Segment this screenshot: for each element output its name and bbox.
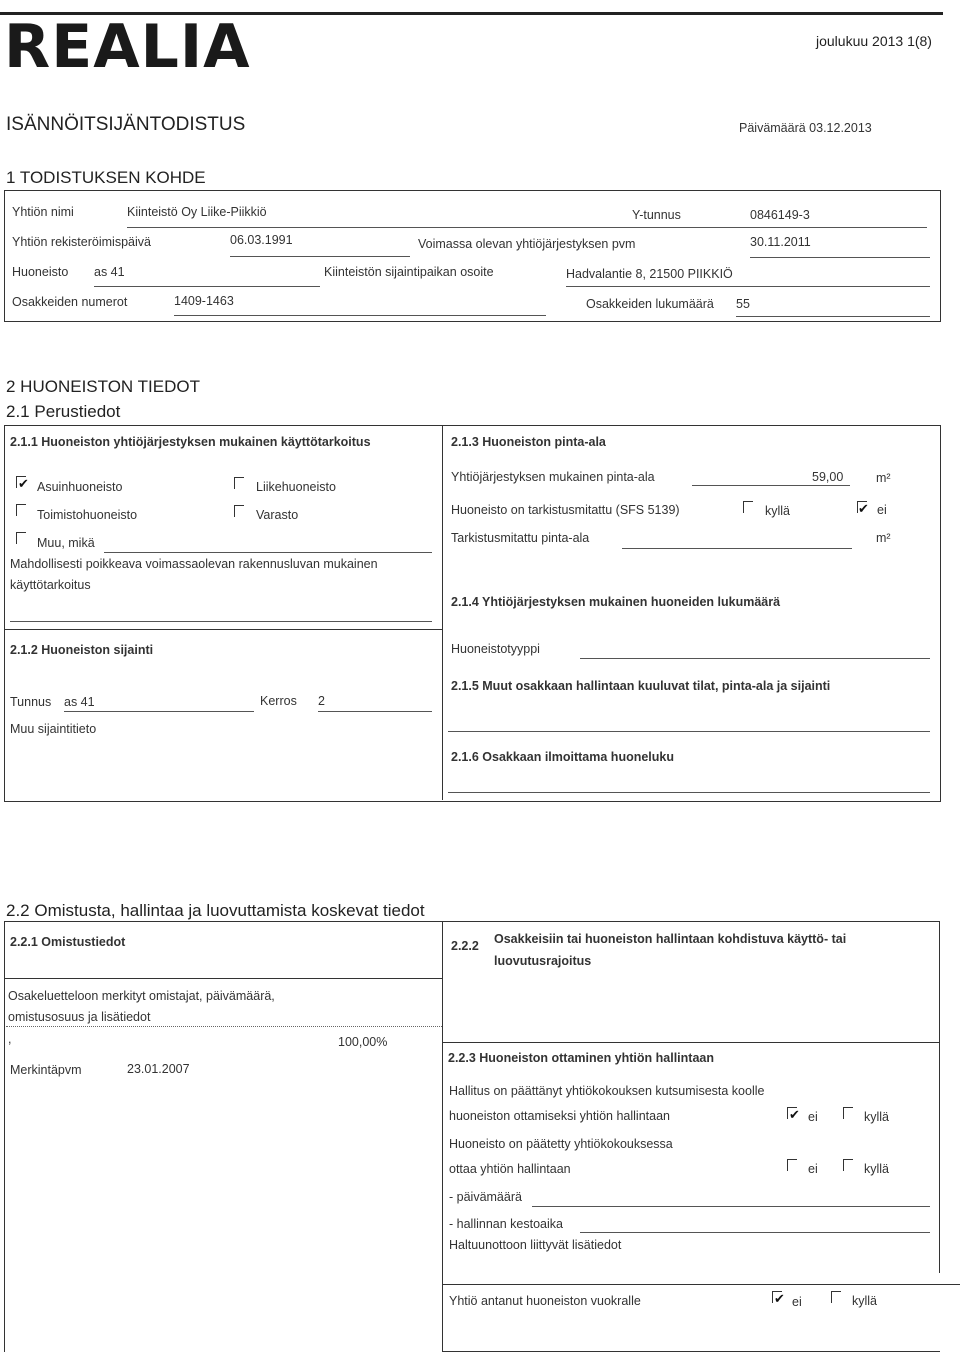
section21-title: 2.1 Perustiedot (6, 402, 121, 421)
reg-label: Yhtiön rekisteröimispäivä (12, 235, 151, 249)
section1-title: 1 TODISTUKSEN KOHDE (6, 168, 206, 187)
meeting-ei: ei (808, 1162, 818, 1176)
meeting-line1: Huoneisto on päätetty yhtiökokouksessa (449, 1137, 673, 1151)
meeting-ei-checkbox[interactable] (787, 1159, 797, 1171)
shares-underline (174, 315, 546, 316)
section2-title: 2 HUONEISTON TIEDOT (6, 377, 200, 396)
muu-underline (104, 552, 432, 553)
duration-underline (580, 1232, 930, 1233)
s215-underline (448, 731, 930, 732)
rented-kylla-checkbox[interactable] (831, 1291, 841, 1303)
measured-ei-check: ✔ (858, 501, 869, 516)
share-count-value: 55 (736, 297, 750, 311)
kerros-label: Kerros (260, 694, 297, 708)
address-value: Hadvalantie 8, 21500 PIIKKIÖ (566, 267, 733, 281)
measured-kylla-checkbox[interactable] (743, 501, 753, 513)
opt-toimisto: Toimistohuoneisto (37, 508, 138, 522)
board-ei: ei (808, 1110, 818, 1124)
board-kylla-checkbox[interactable] (843, 1107, 853, 1119)
s211-bottom-rule (4, 629, 443, 630)
area-label: Yhtiöjärjestyksen mukainen pinta-ala (451, 470, 655, 484)
company-underline (127, 227, 927, 228)
duration-line: - hallinnan kestoaika (449, 1217, 563, 1231)
kerros-value: 2 (318, 694, 325, 708)
rented-ei-check: ✔ (774, 1291, 785, 1306)
tunnus-value: as 41 (64, 695, 95, 709)
s211-title: 2.1.1 Huoneiston yhtiöjärjestyksen mukainen käyttötarkoitus (10, 435, 371, 449)
owner-mark: , (8, 1032, 12, 1046)
bylaws-value: 30.11.2011 (750, 235, 811, 249)
date-label: Päivämäärä 03.12.2013 (739, 121, 872, 135)
date-page: joulukuu 2013 1(8) (816, 33, 932, 49)
bylaws-underline (750, 257, 930, 258)
measured-label: Huoneisto on tarkistusmitattu (SFS 5139) (451, 503, 680, 517)
doc-title: ISÄNNÖITSIJÄNTODISTUS (6, 114, 246, 135)
board-line2: huoneiston ottamiseksi yhtiön hallintaan (449, 1109, 670, 1123)
address-underline (566, 286, 930, 287)
toimisto-checkbox[interactable] (16, 504, 26, 516)
section22-bottom-rule (442, 1351, 940, 1352)
muu-sijainti: Muu sijaintitieto (10, 722, 97, 736)
company-value: Kiinteistö Oy Liike-Piikkiö (127, 205, 267, 219)
reg-value: 06.03.1991 (230, 233, 293, 247)
entry-value: 23.01.2007 (127, 1062, 190, 1076)
date-underline (532, 1206, 930, 1207)
s222-num: 2.2.2 (451, 939, 479, 953)
meeting-kylla: kyllä (864, 1162, 890, 1176)
checked-area-label: Tarkistusmitattu pinta-ala (451, 531, 590, 545)
s212-title: 2.1.2 Huoneiston sijainti (10, 643, 154, 657)
s216-underline (448, 792, 930, 793)
meeting-line2: ottaa yhtiön hallintaan (449, 1162, 571, 1176)
s223-top-rule (442, 1042, 940, 1043)
measured-ei: ei (877, 503, 887, 517)
rented-ei: ei (792, 1295, 802, 1309)
deviation-line1: Mahdollisesti poikkeava voimassaolevan rakennusluvan mukainen (10, 557, 378, 571)
area-underline (692, 485, 850, 486)
s214-title: 2.1.4 Yhtiöjärjestyksen mukainen huoneiden lukumäärä (451, 595, 781, 609)
type-label: Huoneistotyyppi (451, 642, 540, 656)
company-label: Yhtiön nimi (12, 205, 74, 219)
section22-right-edge (939, 921, 940, 1273)
muu-checkbox[interactable] (16, 532, 26, 544)
opt-varasto: Varasto (256, 508, 299, 522)
share-count-label: Osakkeiden lukumäärä (586, 297, 714, 311)
rented-label: Yhtiö antanut huoneiston vuokralle (449, 1294, 641, 1308)
varasto-checkbox[interactable] (234, 505, 244, 517)
ytunnus-value: 0846149-3 (750, 208, 810, 222)
realia-logo: REALIA (4, 12, 251, 82)
bylaws-label: Voimassa olevan yhtiöjärjestyksen pvm (418, 237, 636, 251)
checked-area-underline (622, 548, 852, 549)
deviation-line2: käyttötarkoitus (10, 578, 91, 592)
section22-top-rule (4, 921, 940, 922)
shares-label: Osakkeiden numerot (12, 295, 128, 309)
extra-info-rule (442, 1284, 960, 1285)
opt-muu: Muu, mikä (37, 536, 95, 550)
opt-asuin: Asuinhuoneisto (37, 480, 123, 494)
address-label: Kiinteistön sijaintipaikan osoite (324, 265, 494, 279)
board-kylla: kyllä (864, 1110, 890, 1124)
s223-title: 2.2.3 Huoneiston ottaminen yhtiön hallintaan (448, 1051, 714, 1065)
asuin-check: ✔ (18, 476, 29, 491)
owners-line2: omistusosuus ja lisätiedot (8, 1010, 151, 1024)
meeting-kylla-checkbox[interactable] (843, 1159, 853, 1171)
rented-kylla: kyllä (852, 1294, 878, 1308)
s221-rule (4, 978, 443, 979)
section22-left-edge (4, 921, 5, 1352)
measured-kylla: kyllä (765, 504, 791, 518)
s221-title: 2.2.1 Omistustiedot (10, 935, 126, 949)
section22-divider (442, 921, 443, 1352)
owners-underline (6, 1026, 442, 1027)
shares-value: 1409-1463 (174, 294, 234, 308)
type-underline (580, 658, 930, 659)
liike-checkbox[interactable] (234, 477, 244, 489)
checked-area-unit: m² (876, 531, 891, 545)
deviation-underline (10, 621, 432, 622)
share-count-underline (736, 316, 930, 317)
board-line1: Hallitus on päättänyt yhtiökokouksen kutsumisesta koolle (449, 1084, 765, 1098)
apt-label: Huoneisto (12, 265, 69, 279)
s216-title: 2.1.6 Osakkaan ilmoittama huoneluku (451, 750, 674, 764)
apt-underline (94, 286, 320, 287)
section22-title: 2.2 Omistusta, hallintaa ja luovuttamista koskevat tiedot (6, 901, 425, 920)
tunnus-label: Tunnus (10, 695, 52, 709)
s213-title: 2.1.3 Huoneiston pinta-ala (451, 435, 606, 449)
s222-line2: luovutusrajoitus (494, 954, 592, 968)
date-line: - päivämäärä (449, 1190, 522, 1204)
owners-line1: Osakeluetteloon merkityt omistajat, päivämäärä, (8, 989, 275, 1003)
apt-value: as 41 (94, 265, 125, 279)
s222-line1: Osakkeisiin tai huoneiston hallintaan kohdistuva käyttö- tai (494, 932, 847, 946)
owner-share: 100,00% (338, 1035, 388, 1049)
kerros-underline (318, 711, 432, 712)
area-value: 59,00 (812, 470, 844, 484)
area-unit: m² (876, 471, 891, 485)
entry-label: Merkintäpvm (10, 1063, 82, 1077)
s215-title: 2.1.5 Muut osakkaan hallintaan kuuluvat tilat, pinta-ala ja sijainti (451, 679, 831, 693)
board-ei-check: ✔ (789, 1107, 800, 1122)
opt-liike: Liikehuoneisto (256, 480, 336, 494)
reg-underline (230, 256, 410, 257)
ytunnus-label: Y-tunnus (632, 208, 681, 222)
section2-divider (442, 425, 443, 800)
tunnus-underline (64, 711, 254, 712)
extra-info: Haltuunottoon liittyvät lisätiedot (449, 1238, 622, 1252)
